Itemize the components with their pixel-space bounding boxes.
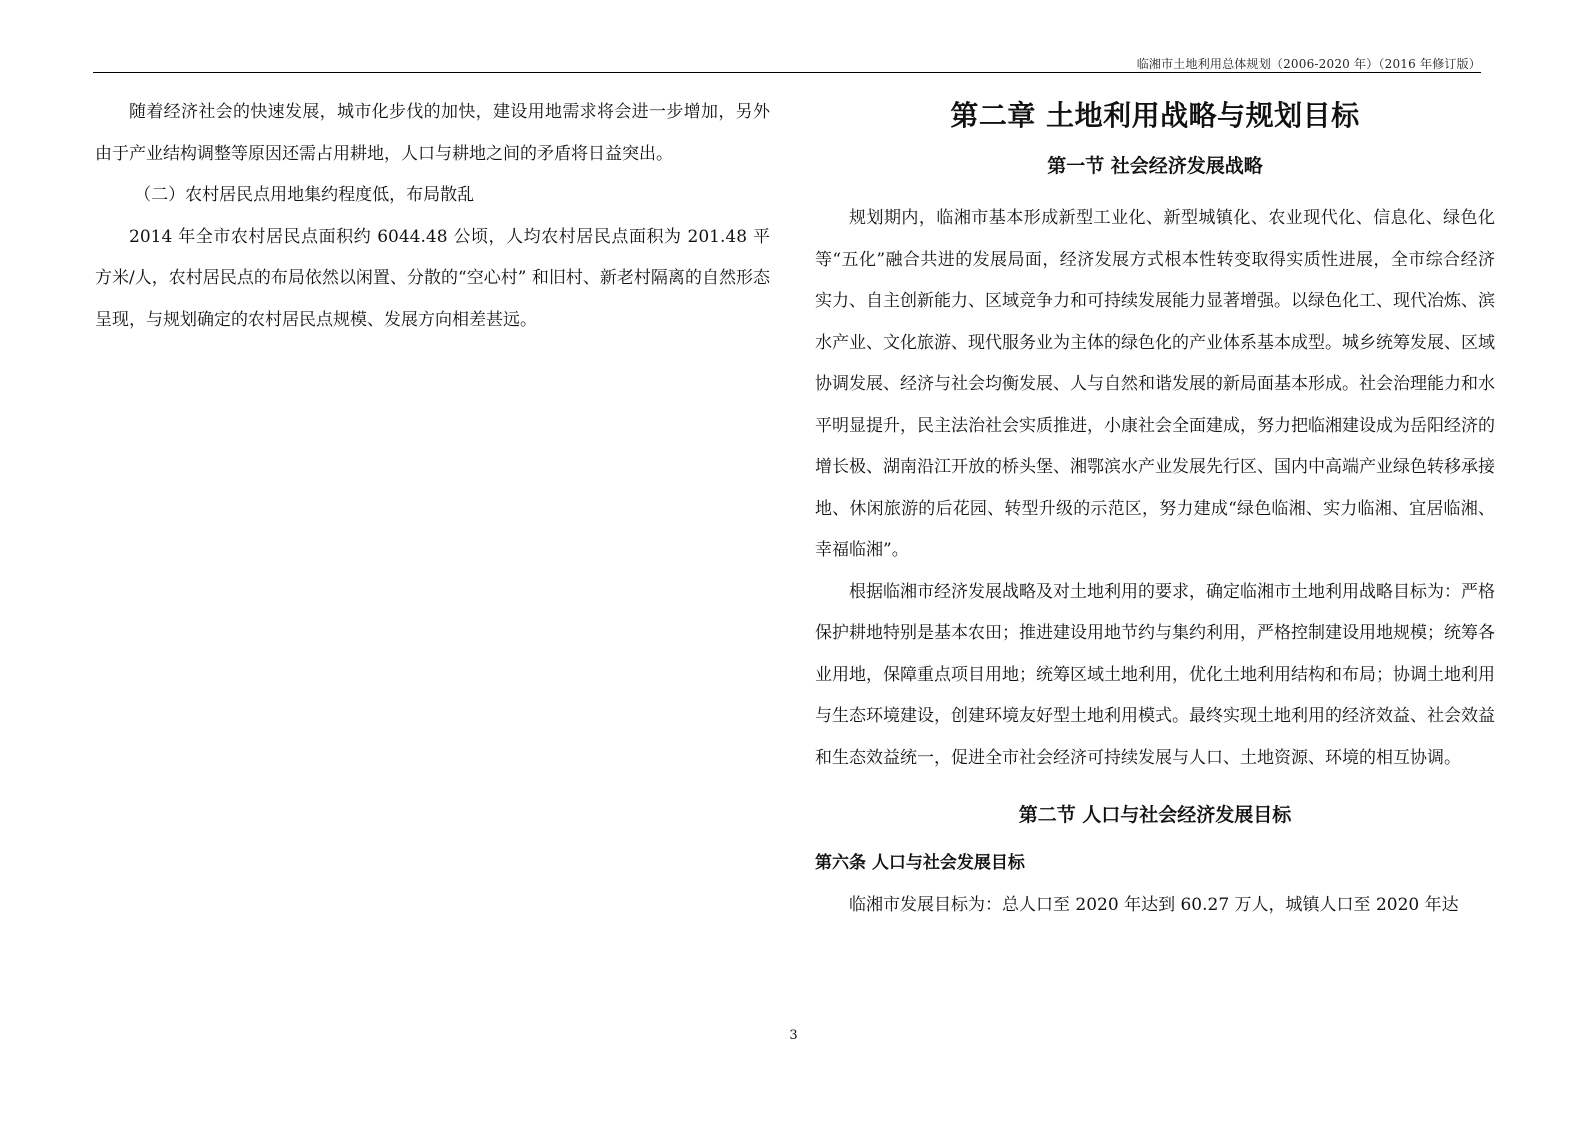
header-divider xyxy=(93,72,1481,73)
right-column xyxy=(815,92,1495,926)
chapter-title: 第二章 土地利用战略与规划目标 xyxy=(950,99,1360,132)
left-paragraph-2: 2014 年全市农村居民点面积约 6044.48 公顷，人均农村居民点面积为 201.48 平方米/人，农村居民点的布局依然以闲置、分散的“空心村” 和旧村、新老村隔离的自然形态呈现，与规划确定的农村居民点规模、发展方向相差甚远。 xyxy=(95,226,770,330)
left-subheading: （二）农村居民点用地集约程度低，布局散乱 xyxy=(134,185,475,205)
article-6-title: 第六条 人口与社会发展目标 xyxy=(815,853,1025,873)
left-column xyxy=(95,92,770,341)
section-1-title: 第一节 社会经济发展战略 xyxy=(1047,155,1263,177)
right-paragraph-2: 根据临湘市经济发展战略及对土地利用的要求，确定临湘市土地利用战略目标为：严格保护耕地特别是基本农田；推进建设用地节约与集约利用，严格控制建设用地规模；统筹各业用地，保障重点项目用地；统筹区域土地利用，优化土地利用结构和布局；协调土地利用与生态环境建设，创建环境友好型土地利用模式。最终实现土地利用的经济效益、社会效益和生态效益统一，促进全市社会经济可持续发展与人口、土地资源、环境的相互协调。 xyxy=(815,581,1495,768)
left-paragraph-1: 随着经济社会的快速发展，城市化步伐的加快，建设用地需求将会进一步增加，另外由于产业结构调整等原因还需占用耕地，人口与耕地之间的矛盾将日益突出。 xyxy=(95,102,770,164)
running-header: 临湘市土地利用总体规划（2006-2020 年）（2016 年修订版） xyxy=(1136,57,1481,71)
section-2-title: 第二节 人口与社会经济发展目标 xyxy=(1018,804,1292,826)
right-paragraph-3: 临湘市发展目标为：总人口至 2020 年达到 60.27 万人，城镇人口至 2020 年达 xyxy=(849,894,1459,915)
right-paragraph-1: 规划期内，临湘市基本形成新型工业化、新型城镇化、农业现代化、信息化、绿色化等“五化”融合共进的发展局面，经济发展方式根本性转变取得实质性进展，全市综合经济实力、自主创新能力、区域竞争力和可持续发展能力显著增强。以绿色化工、现代冶炼、滨水产业、文化旅游、现代服务业为主体的绿色化的产业体系基本成型。城乡统筹发展、区域协调发展、经济与社会均衡发展、人与自然和谐发展的新局面基本形成。社会治理能力和水平明显提升，民主法治社会实质推进，小康社会全面建成，努力把临湘建设成为岳阳经济的增长极、湖南沿江开放的桥头堡、湘鄂滨水产业发展先行区、国内中高端产业绿色转移承接地、休闲旅游的后花园、转型升级的示范区，努力建成“绿色临湘、实力临湘、宜居临湘、幸福临湘”。 xyxy=(815,208,1495,560)
page-number: 3 xyxy=(789,1028,798,1043)
